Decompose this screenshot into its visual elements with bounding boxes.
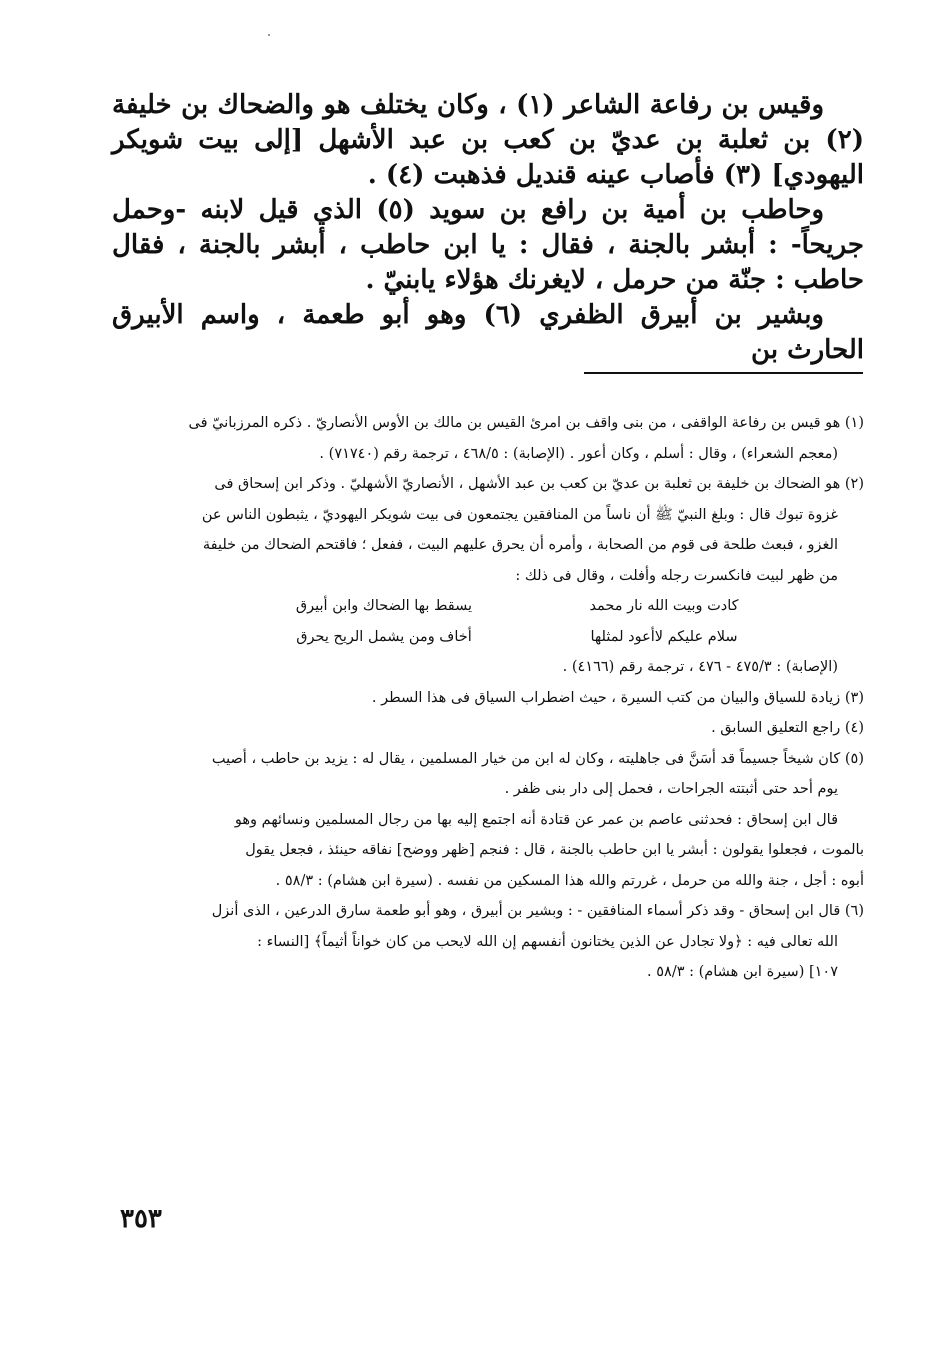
page-number: ٣٥٣ [120, 1204, 162, 1234]
footnote-separator [584, 372, 863, 374]
footnote-5-line: أبوه : أجل ، جنة والله من حرمل ، غررتم والله هذا المسكين من نفسه . (سيرة ابن هشام) : ٥٨/٣ . [275, 872, 864, 889]
paragraph-bashir: وبشير بن أبيرق الظفري (٦) وهو أبو طعمة ، واسم الأبيرق الحارث بن [112, 300, 864, 365]
footnote-5-line: بالموت ، فجعلوا يقولون : أبشر يا ابن حاطب بالجنة ، قال : فنجم [ظهر ووضح] نفاقه حينئذ ، فجعل يقول [245, 842, 864, 858]
footnote-5-line: (٥) كان شيخاً جسيماً قد أسَنَّ فى جاهليته ، وكان له ابن من خيار المسلمين ، يقال له : يزيد بن حاطب ، أصيب [211, 750, 864, 767]
footnote-2-line: الغزو ، فبعث طلحة فى قوم من الصحابة ، وأمره أن يحرق عليهم البيت ، ففعل ؛ فاقتحم الضحاك من خليفة [202, 537, 838, 553]
scan-speck [268, 34, 270, 36]
footnote-3: (٣) زيادة للسياق والبيان من كتب السيرة ، حيث اضطراب السياق فى هذا السطر . [371, 689, 864, 706]
paragraph-hatib: وحاطب بن أمية بن رافع بن سويد (٥) الذي قيل لابنه -وحمل جريحاً- : أبشر بالجنة ، فقال : يا ابن حاطب ، أبشر بالجنة ، فقال حاطب : جنّة من حرمل ، لايغرنك هؤلاء يابنيّ . [112, 195, 864, 295]
footnote-6-line: الله تعالى فيه : ﴿ولا تجادل عن الذين يختانون أنفسهم إن الله لايحب من كان خواناً أثيماً﴾ [النساء : [257, 933, 838, 950]
verse-hemistich: كادت وبيت الله نار محمد [589, 598, 739, 614]
footnote-6-line: ١٠٧] (سيرة ابن هشام) : ٥٨/٣ . [647, 964, 838, 980]
poem-verse-2 [244, 622, 804, 653]
main-text [112, 88, 864, 368]
footnote-1-line: (معجم الشعراء) ، وقال : أسلم ، وكان أعور . (الإصابة) : ٤٦٨/٥ ، ترجمة رقم (٧١٧٤٠) . [319, 445, 838, 462]
poem-verse-1 [244, 591, 804, 622]
verse-hemistich: يسقط بها الضحاك وابن أبيرق [295, 598, 473, 614]
footnote-5-line: يوم أحد حتى أثبتته الجراحات ، فحمل إلى دار بنى ظفر . [504, 781, 838, 797]
footnote-2-line: (٢) هو الضحاك بن خليفة بن ثعلبة بن عديّ بن كعب بن عبد الأشهل ، الأنصاريّ الأشهليّ . وذكر ابن إسحاق فى [214, 476, 864, 492]
footnote-4: (٤) راجع التعليق السابق . [711, 720, 864, 736]
footnote-5-line: قال ابن إسحاق : فحدثنى عاصم بن عمر عن قتادة أنه اجتمع إليه بها من رجال المسلمين ونسائهم وهو [234, 811, 838, 828]
footnote-1-line: (١) هو قيس بن رفاعة الواقفى ، من بنى واقف بن امرئ القيس بن مالك بن الأوس الأنصاريّ . ذكره المرزبانيّ فى [188, 415, 864, 431]
footnote-2-line: غزوة تبوك قال : وبلغ النبيّ ﷺ أن ناساً من المنافقين يجتمعون فى بيت شويكر اليهوديّ ، يثبطون الناس عن [201, 506, 838, 523]
footnotes [118, 408, 864, 988]
verse-hemistich: سلام عليكم لاأعود لمثلها [590, 628, 738, 645]
footnote-2-line: (الإصابة) : ٤٧٥/٣ - ٤٧٦ ، ترجمة رقم (٤١٦٦) . [562, 659, 838, 675]
verse-hemistich: أخاف ومن يشمل الريح يحرق [296, 628, 472, 645]
footnote-6-line: (٦) قال ابن إسحاق - وقد ذكر أسماء المنافقين - : وبشير بن أبيرق ، وهو أبو طعمة سارق الدرعين ، الذى أنزل [211, 903, 864, 919]
paragraph-qays: وقيس بن رفاعة الشاعر (١) ، وكان يختلف هو والضحاك بن خليفة (٢) بن ثعلبة بن عديّ بن كعب بن عبد الأشهل [إلى بيت شويكر اليهودي] (٣) فأصاب عينه قنديل فذهبت (٤) . [112, 90, 864, 190]
footnote-2-line: من ظهر لبيت فانكسرت رجله وأفلت ، وقال فى ذلك : [515, 567, 838, 584]
